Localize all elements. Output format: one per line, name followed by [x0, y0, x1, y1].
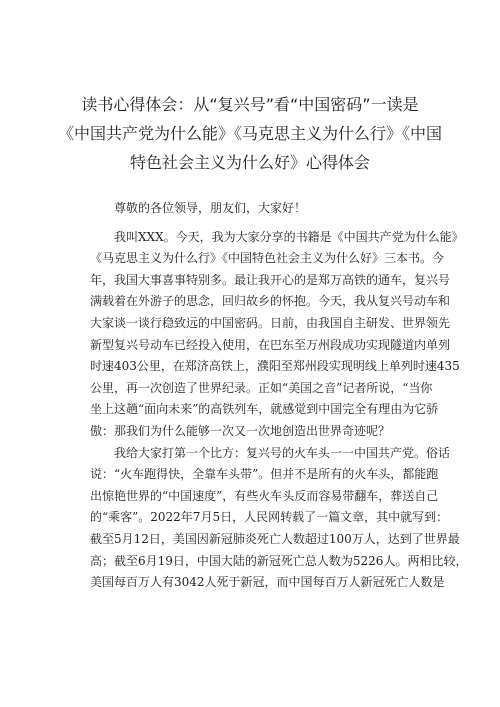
paragraph-line: 截至5月12日，美国因新冠肺炎死亡人数超过100万人，达到了世界最 [90, 531, 460, 546]
paragraph-line: 新型复兴号动车已经投入使用，在巴东至万州段成功实现隧道内单列 [90, 337, 451, 352]
paragraph-line: 大家谈一谈行稳致远的中国密码。日前，由我国自主研发、世界领先 [90, 315, 451, 330]
paragraph-line: 说：“火车跑得快，全靠车头带”。但并不是所有的火车头，都能跑 [90, 467, 439, 482]
document-title [40, 90, 460, 177]
paragraph-line: 坐上这趟“面向未来”的高铁列车，就感觉到中国完全有理由为它骄 [90, 402, 439, 417]
paragraph-line: 的“乘客”。2022年7月5日，人民网转载了一篇文章，其中就写到： [90, 510, 449, 525]
greeting-line: 尊敬的各位领导，朋友们，大家好！ [114, 201, 307, 215]
paragraph-line: 公里，再一次创造了世界纪录。正如“美国之音”记者所说，“当你 [90, 380, 433, 395]
paragraph-line: 时速403公里，在郑济高铁上，濮阳至郑州段实现明线上单列时速435 [90, 359, 460, 374]
paragraph-introduction [90, 227, 464, 443]
document-body [90, 198, 468, 594]
paragraph-line: 《马克思主义为什么行》《中国特色社会主义为什么好》三本书。今 [90, 251, 445, 266]
paragraph-line: 美国每百万人有3042人死于新冠，而中国每百万人新冠死亡人数是 [90, 575, 445, 590]
greeting-paragraph [90, 198, 420, 220]
paragraph-first-metaphor [90, 443, 468, 594]
paragraph-line: 年，我国大事喜事特别多。最让我开心的是郑万高铁的通车，复兴号 [90, 272, 451, 287]
title-line: 《中国共产党为什么能》《马克思主义为什么行》《中国 [57, 124, 442, 143]
title-line: 特色社会主义为什么好》心得体会 [129, 153, 370, 172]
paragraph-line: 我给大家打第一个比方：复兴号的火车头一一中国共产党。俗话 [114, 445, 451, 460]
title-line: 读书心得体会：从“复兴号”看“中国密码”一读是 [81, 95, 419, 114]
paragraph-line: 我叫XXX。今天，我为大家分享的书籍是《中国共产党为什么能》 [114, 229, 464, 244]
paragraph-line: 出惊艳世界的“中国速度”，有些火车头反而容易带翻车，葬送自己 [90, 488, 439, 503]
paragraph-line: 傲：那我们为什么能够一次又一次地创造出世界奇迹呢？ [90, 423, 391, 438]
paragraph-line: 高；截至6月19日，中国大陆的新冠死亡总人数为5226人。两相比较， [90, 553, 468, 568]
paragraph-line: 满载着在外游子的思念，回归故乡的怀抱。今天，我从复兴号动车和 [90, 294, 451, 309]
